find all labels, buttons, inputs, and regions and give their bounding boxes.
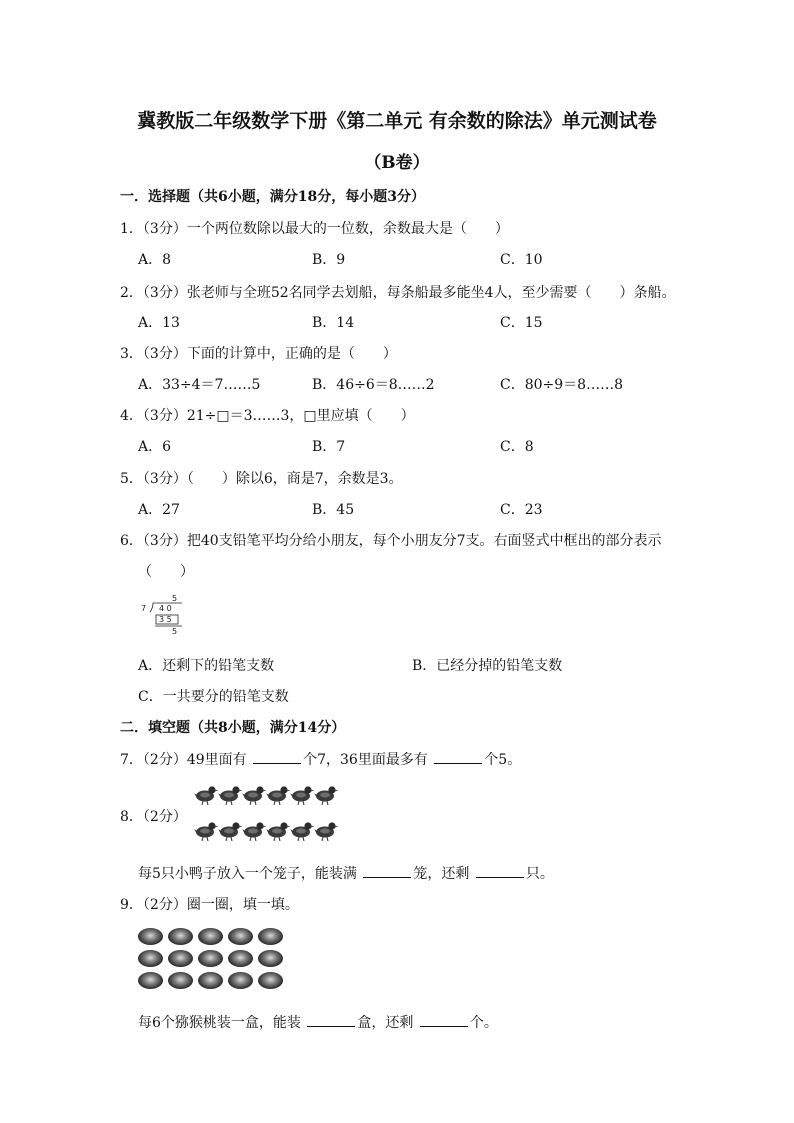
duckling-icon — [242, 822, 267, 841]
kiwi-icon — [198, 928, 223, 945]
duckling-icon — [314, 822, 339, 841]
question-9-stem: 9．（2分）圈一圈，填一填。 — [120, 897, 299, 913]
question-9-part3: 个。 — [469, 1015, 498, 1031]
question-7-part2: 个7，36里面最多有 — [303, 752, 428, 768]
kiwi-icon — [168, 972, 193, 989]
question-8-part1: 每5只小鸭子放入一个笼子，能装满 — [138, 866, 357, 882]
section-heading-fill: 二．填空题（共8小题，满分14分） — [120, 720, 346, 736]
kiwi-icon — [228, 972, 253, 989]
question-3-option-c: C．80÷9＝8……8 — [500, 377, 623, 393]
kiwi-icon — [168, 928, 193, 945]
answer-blank[interactable] — [363, 865, 411, 878]
duckling-icon — [194, 822, 219, 841]
question-6-stem-blank: （ ） — [138, 564, 194, 580]
question-5-option-a: A．27 — [138, 502, 180, 518]
kiwi-icon — [198, 950, 223, 967]
duckling-icon — [218, 822, 243, 841]
question-8-part2: 笼，还剩 — [413, 866, 470, 882]
duckling-icon — [266, 786, 291, 805]
answer-blank[interactable] — [476, 865, 524, 878]
duckling-icon — [194, 786, 219, 805]
question-2-option-b: B．14 — [312, 315, 355, 331]
section-heading-choice: 一．选择题（共6小题，满分18分，每小题3分） — [120, 189, 425, 205]
division-divisor: 7 — [141, 604, 147, 613]
duckling-icon — [242, 786, 267, 805]
duckling-icon — [314, 786, 339, 805]
answer-blank[interactable] — [434, 751, 482, 764]
answer-blank[interactable] — [420, 1014, 468, 1027]
page-title: 冀教版二年级数学下册《第二单元 有余数的除法》单元测试卷 — [137, 110, 657, 132]
question-1-option-b: B．9 — [312, 252, 346, 268]
question-1-option-c: C．10 — [500, 252, 543, 268]
kiwi-fruit-picture — [138, 928, 288, 994]
question-9-part2: 盒，还剩 — [357, 1015, 414, 1031]
question-4-stem: 4．（3分）21÷□＝3……3，□里应填（ ） — [120, 408, 415, 424]
question-7-part1: 7．（2分）49里面有 — [120, 752, 247, 768]
kiwi-icon — [258, 928, 283, 945]
duckling-icon — [218, 786, 243, 805]
question-5-stem: 5．（3分）（ ）除以6，商是7，余数是3。 — [120, 471, 403, 487]
answer-blank[interactable] — [307, 1014, 355, 1027]
question-6-stem: 6．（3分）把40支铅笔平均分给小朋友，每个小朋友分7支。右面竖式中框出的部分表示 — [120, 533, 662, 549]
question-2-option-a: A．13 — [138, 315, 180, 331]
question-8-part3: 只。 — [525, 866, 554, 882]
kiwi-icon — [138, 972, 163, 989]
question-2-stem: 2．（3分）张老师与全班52名同学去划船，每条船最多能坐4人，至少需要（ ）条船。 — [120, 285, 676, 301]
division-quotient: 5 — [172, 594, 178, 603]
question-3-stem: 3．（3分）下面的计算中，正确的是（ ） — [120, 346, 397, 362]
duckling-icon — [290, 786, 315, 805]
question-5-option-b: B．45 — [312, 502, 355, 518]
duckling-icon — [290, 822, 315, 841]
question-7 — [120, 749, 521, 769]
division-product: 3 5 — [159, 615, 172, 624]
answer-blank[interactable] — [253, 751, 301, 764]
division-remainder: 5 — [172, 627, 178, 636]
question-1-stem: 1．（3分）一个两位数除以最大的一位数，余数最大是（ ） — [120, 221, 509, 237]
question-8-sentence — [138, 863, 554, 883]
page-subtitle: （B卷） — [364, 153, 430, 173]
division-dividend: 4 0 — [159, 604, 172, 613]
kiwi-icon — [138, 950, 163, 967]
ducklings-picture — [190, 780, 340, 850]
question-9-part1: 每6个猕猴桃装一盒，能装 — [138, 1015, 301, 1031]
question-2-option-c: C．15 — [500, 315, 543, 331]
question-4-option-a: A．6 — [138, 439, 172, 455]
question-3-option-b: B．46÷6＝8……2 — [312, 377, 435, 393]
kiwi-icon — [198, 972, 223, 989]
duckling-icon — [266, 822, 291, 841]
kiwi-icon — [228, 928, 253, 945]
question-6-option-c: C．一共要分的铅笔支数 — [138, 689, 289, 705]
question-1-option-a: A．8 — [138, 252, 172, 268]
question-8-label: 8．（2分） — [120, 809, 187, 825]
question-6-option-a: A．还剩下的铅笔支数 — [138, 658, 275, 674]
question-5-option-c: C．23 — [500, 502, 543, 518]
question-7-part3: 个5。 — [484, 752, 522, 768]
question-9-sentence — [138, 1012, 498, 1032]
question-3-option-a: A．33÷4＝7……5 — [138, 377, 261, 393]
question-4-option-c: C．8 — [500, 439, 534, 455]
kiwi-icon — [138, 928, 163, 945]
long-division-figure — [138, 592, 188, 640]
kiwi-icon — [258, 950, 283, 967]
kiwi-icon — [168, 950, 193, 967]
kiwi-icon — [228, 950, 253, 967]
question-4-option-b: B．7 — [312, 439, 346, 455]
question-6-option-b: B．已经分掉的铅笔支数 — [412, 658, 563, 674]
kiwi-icon — [258, 972, 283, 989]
